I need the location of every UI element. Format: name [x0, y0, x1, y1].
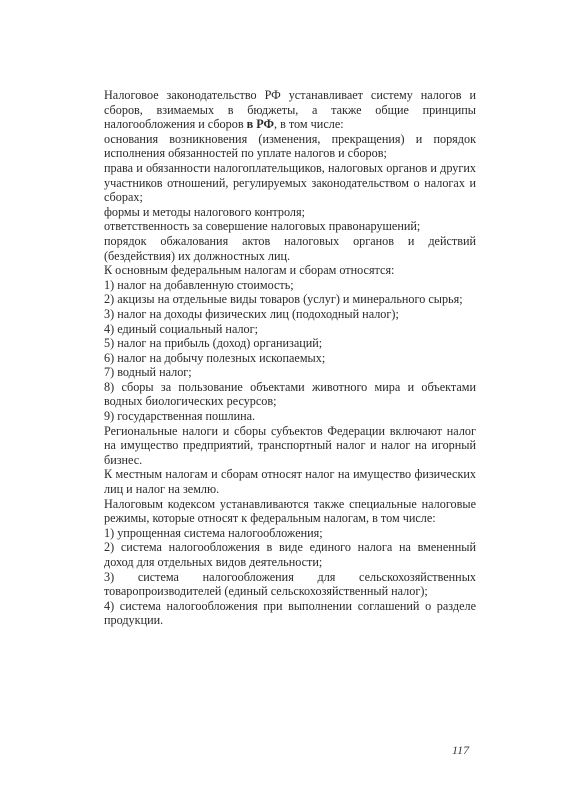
paragraph: ответственность за совершение налоговых правонарушений;	[104, 219, 421, 234]
paragraph: Региональные налоги и сборы субъектов Федерации включают налог на имущество предприятий, транспортный налог и налог на игорный бизнес.	[104, 423, 476, 467]
paragraph-intro: Налоговое законодательство РФ устанавливает систему налогов и сборов, взимаемых в бюджеты, а также общие принципы налогообложения и сборов в РФ, в том числе:	[104, 88, 476, 132]
list-item: 2) акцизы на отдельные виды товаров (услуг) и минерального сырья;	[104, 292, 463, 307]
paragraph: основания возникновения (изменения, прекращения) и порядок исполнения обязанностей по уплате налогов и сборов;	[104, 131, 476, 161]
list-item: 2) система налогообложения в виде единого налога на вмененный доход для отдельных видов деятельности;	[104, 540, 476, 569]
list-item: 7) водный налог;	[104, 365, 192, 380]
list-item: 9) государственная пошлина.	[104, 409, 256, 424]
paragraph: К основным федеральным налогам и сборам относятся:	[104, 263, 395, 278]
body-text	[104, 88, 476, 628]
paragraph: Налоговым кодексом устанавливаются также специальные налоговые режимы, которые относят к федеральным налогам, в том числе:	[104, 496, 476, 526]
list-item: 3) система налогообложения для сельскохозяйственных товаропроизводителей (единый сельскохозяйственный налог);	[104, 569, 476, 599]
list-item: 4) система налогообложения при выполнении соглашений о разделе продукции.	[104, 598, 476, 628]
page-number: 117	[452, 743, 470, 757]
paragraph: К местным налогам и сборам относят налог на имущество физических лиц и налог на землю.	[104, 467, 476, 497]
list-item: 8) сборы за пользование объектами животного мира и объектами водных биологических ресурсов;	[104, 379, 476, 409]
list-item: 6) налог на добычу полезных ископаемых;	[104, 350, 326, 365]
list-item: 1) налог на добавленную стоимость;	[104, 277, 294, 292]
paragraph: права и обязанности налогоплательщиков, налоговых органов и других участников отношений, регулируемых законодательством о налогах и сборах;	[104, 160, 476, 205]
list-item: 1) упрощенная система налогообложения;	[104, 525, 323, 540]
paragraph: формы и методы налогового контроля;	[104, 204, 305, 219]
list-item: 4) единый социальный налог;	[104, 321, 259, 336]
list-item: 5) налог на прибыль (доход) организаций;	[104, 336, 323, 351]
bold-phrase: в РФ	[246, 117, 274, 132]
list-item: 3) налог на доходы физических лиц (подоходный налог);	[104, 306, 399, 321]
paragraph: порядок обжалования актов налоговых органов и действий (бездействия) их должностных лиц.	[104, 233, 476, 263]
